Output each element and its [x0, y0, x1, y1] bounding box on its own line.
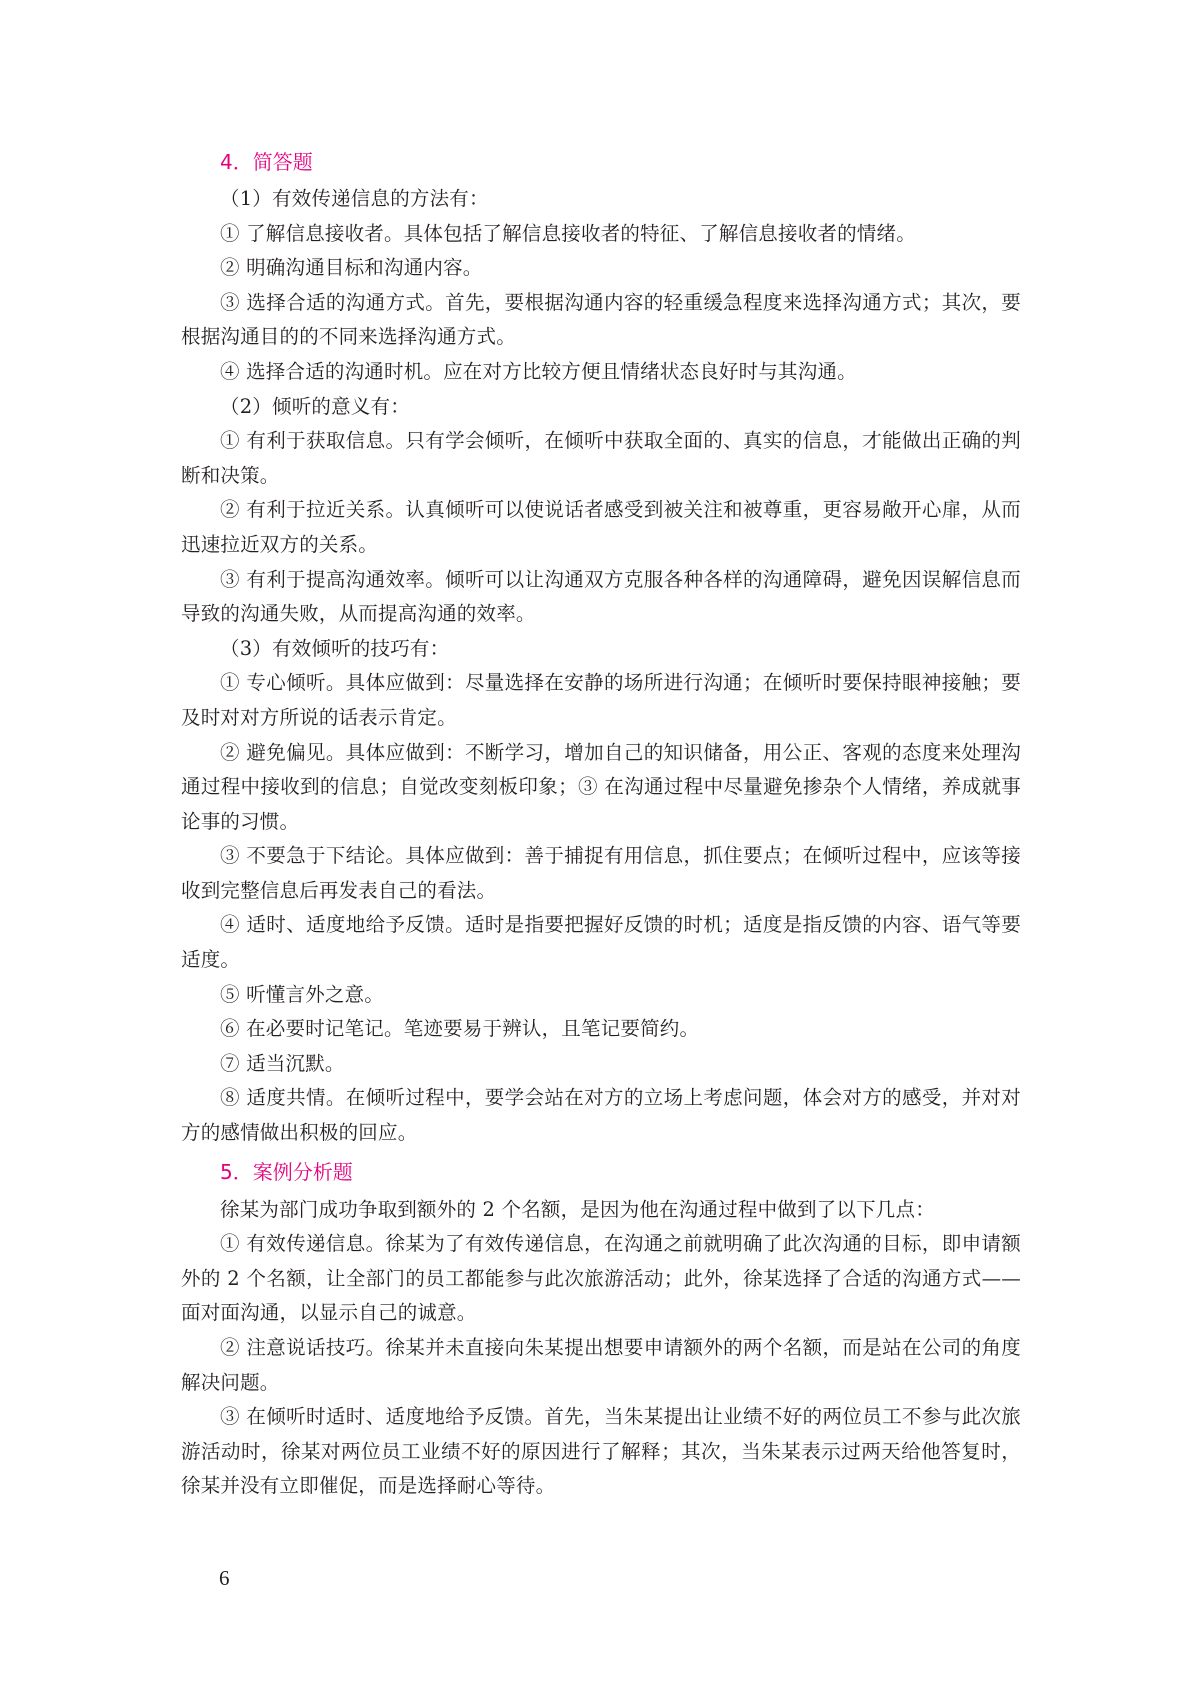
paragraph: 徐某为部门成功争取到额外的 2 个名额，是因为他在沟通过程中做到了以下几点：: [220, 1197, 935, 1221]
section-5-heading: 5．案例分析题: [220, 1159, 353, 1184]
paragraph: ③ 选择合适的沟通方式。首先，要根据沟通内容的轻重缓急程度来选择沟通方式；其次，要根据沟通目的的不同来选择沟通方式。: [181, 290, 1021, 349]
paragraph: ③ 不要急于下结论。具体应做到：善于捕捉有用信息，抓住要点；在倾听过程中，应该等接收到完整信息后再发表自己的看法。: [181, 844, 1021, 902]
page-content: [181, 145, 1021, 1504]
section-4-heading: 4．简答题: [220, 150, 313, 174]
page-number: 6: [219, 1566, 230, 1590]
paragraph: ② 有利于拉近关系。认真倾听可以使说话者感受到被关注和被尊重，更容易敞开心扉，从而迅速拉近双方的关系。: [181, 498, 1021, 556]
paragraph: （3）有效倾听的技巧有：: [220, 636, 450, 660]
paragraph: ⑧ 适度共情。在倾听过程中，要学会站在对方的立场上考虑问题，体会对方的感受，并对对方的感情做出积极的回应。: [181, 1086, 1021, 1145]
section-5-body: [181, 1193, 1021, 1504]
paragraph: ④ 选择合适的沟通时机。应在对方比较方便且情绪状态良好时与其沟通。: [220, 359, 857, 383]
paragraph: ⑦ 适当沉默。: [220, 1051, 345, 1075]
paragraph: ① 了解信息接收者。具体包括了解信息接收者的特征、了解信息接收者的情绪。: [220, 221, 916, 245]
section-4-body: [181, 182, 1021, 1151]
paragraph: ③ 有利于提高沟通效率。倾听可以让沟通双方克服各种各样的沟通障碍，避免因误解信息而导致的沟通失败，从而提高沟通的效率。: [181, 567, 1021, 626]
paragraph: ③ 在倾听时适时、适度地给予反馈。首先，当朱某提出让业绩不好的两位员工不参与此次旅游活动时，徐某对两位员工业绩不好的原因进行了解释；其次，当朱某表示过两天给他答复时，徐某并没有立即催促，而是选择耐心等待。: [181, 1405, 1021, 1498]
paragraph: ④ 适时、适度地给予反馈。适时是指要把握好反馈的时机；适度是指反馈的内容、语气等要适度。: [181, 913, 1021, 972]
paragraph: （1）有效传递信息的方法有：: [220, 187, 489, 210]
paragraph: ① 有利于获取信息。只有学会倾听，在倾听中获取全面的、真实的信息，才能做出正确的判断和决策。: [181, 429, 1021, 487]
paragraph: ① 专心倾听。具体应做到：尽量选择在安静的场所进行沟通；在倾听时要保持眼神接触；要及时对对方所说的话表示肯定。: [181, 671, 1021, 729]
paragraph: ① 有效传递信息。徐某为了有效传递信息，在沟通之前就明确了此次沟通的目标，即申请额外的 2 个名额，让全部门的员工都能参与此次旅游活动；此外，徐某选择了合适的沟通方式——面对面沟通，以显示自己的诚意。: [181, 1232, 1021, 1325]
paragraph: （2）倾听的意义有：: [220, 394, 410, 418]
paragraph: ⑥ 在必要时记笔记。笔迹要易于辨认，且笔记要简约。: [220, 1017, 700, 1041]
paragraph: ⑤ 听懂言外之意。: [220, 982, 384, 1006]
paragraph: ② 注意说话技巧。徐某并未直接向朱某提出想要申请额外的两个名额，而是站在公司的角度解决问题。: [181, 1336, 1021, 1394]
paragraph: ② 避免偏见。具体应做到：不断学习，增加自己的知识储备，用公正、客观的态度来处理沟通过程中接收到的信息；自觉改变刻板印象；③ 在沟通过程中尽量避免掺杂个人情绪，养成就事论事的习惯。: [181, 740, 1021, 833]
paragraph: ② 明确沟通目标和沟通内容。: [220, 256, 483, 280]
